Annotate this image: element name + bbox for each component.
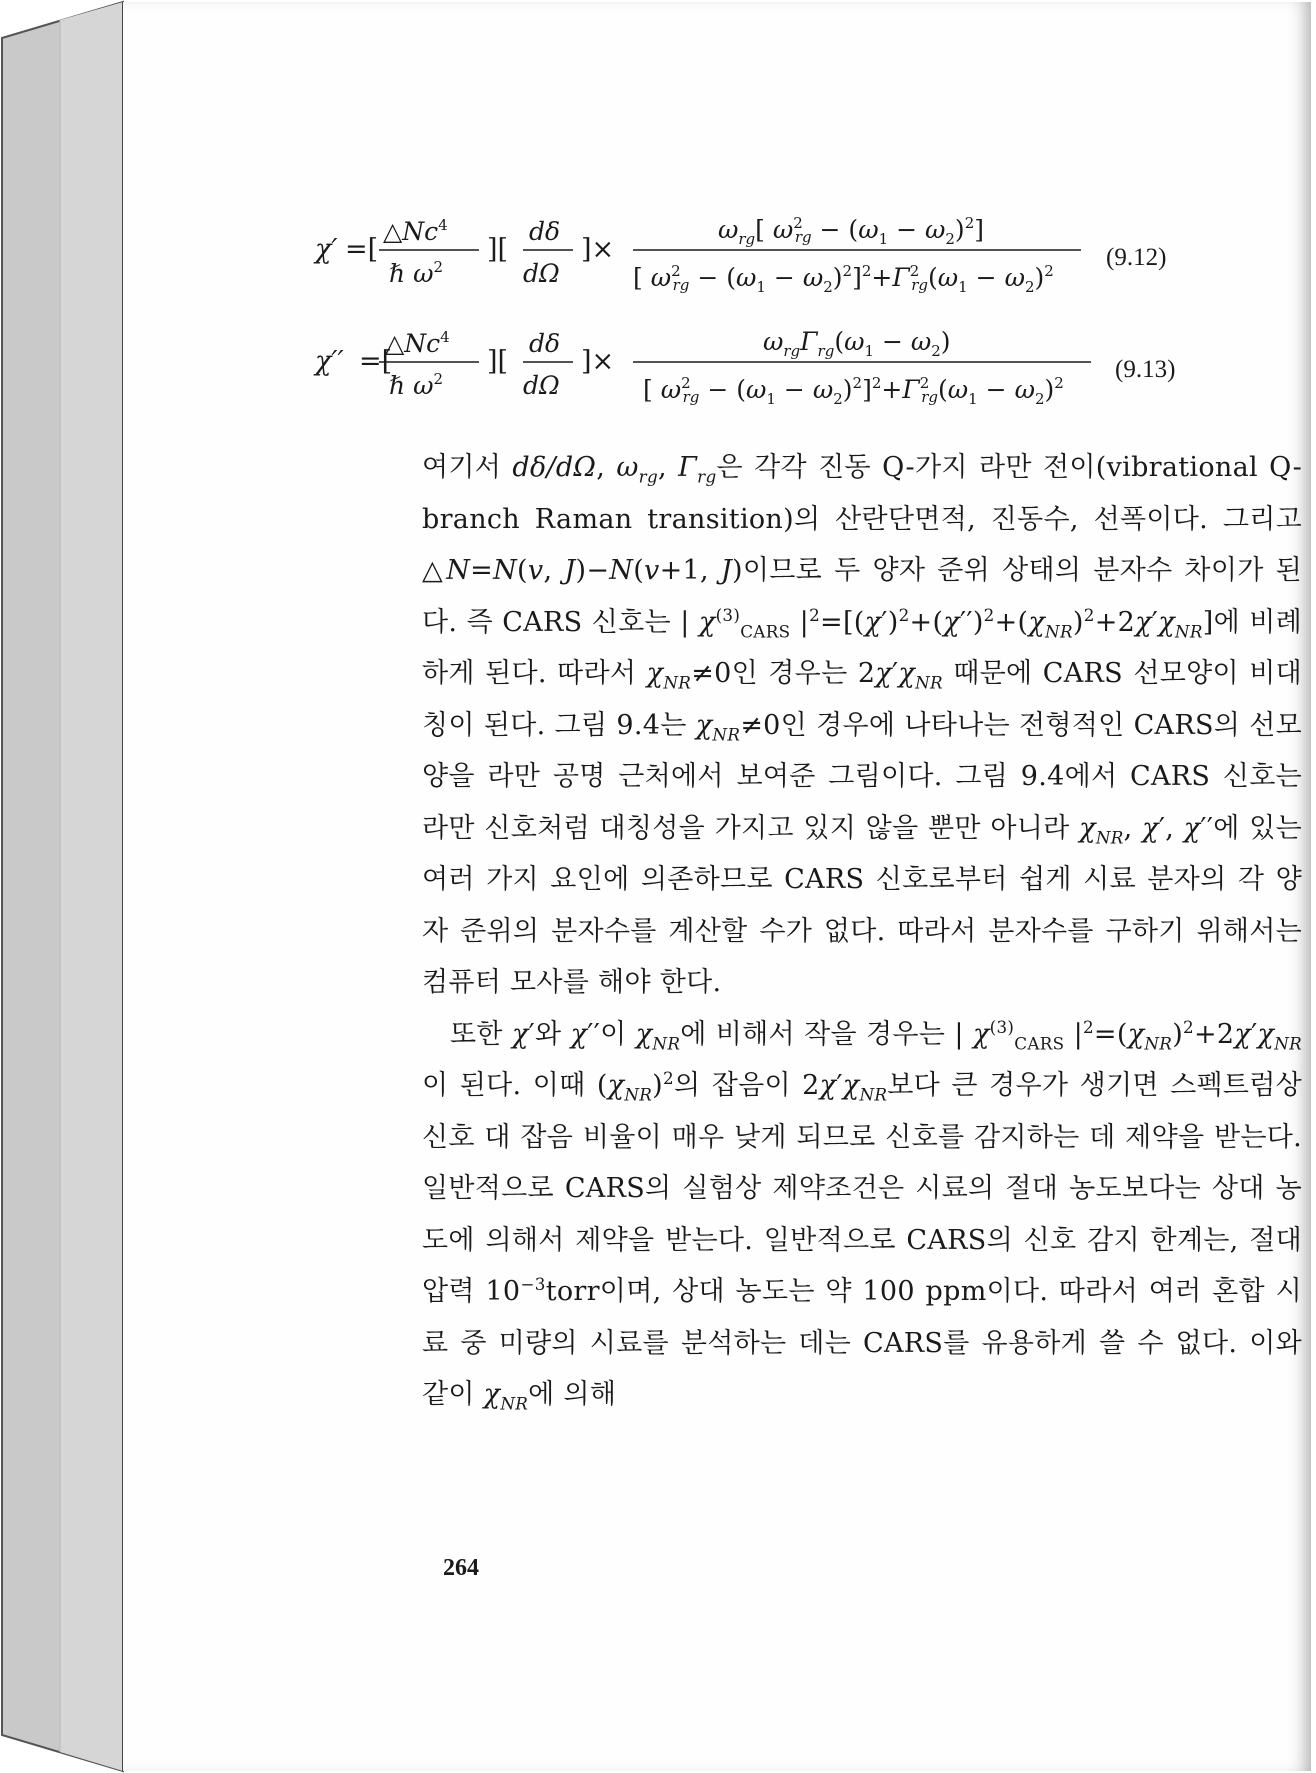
svg-text:dδ: dδ [529,217,561,246]
book-spine [0,0,130,1773]
math-inline: | $\chi^{(3)}_{CARS}$ $|^2=[(\chi')^2+(\chi'')^2+(\chi_{NR})^2+2\chi'\chi_{NR}]$ [680,604,1214,641]
math-inline: $2\chi'\chi_{NR}$ [857,658,943,693]
svg-text:=[: =[ [359,346,393,377]
svg-text:χ′′: χ′′ [315,346,344,377]
svg-text:][: ][ [487,234,509,265]
text-run: 인 경우에 나타나는 전형적인 CARS의 선모양을 라만 공명 근처에서 보여준 그림이다. 그림 9.4에서 CARS 신호는 라만 신호처럼 대칭성을 가지고 있지 않을 뿐만 아니라 [422,709,1302,844]
svg-text:[ ω2rg − (ω1 − ω2)2]2+Γ2rg(ω1: [ $\omega^2$ rg − $(\omega_1 - \omega_2)^2]^2+\Gamma^2$ $rg(\omega_1 - \omega_2)^2$ [633,262,1054,296]
svg-text:[ ω2rg − (ω1 − ω2)2]2+Γ2rg(ω1: [ $\omega^2$ rg − $(\omega_1 - \omega_2)^2]^2+\Gamma^2$ $rg(\omega_1 - \omega_2)^2$ [643,374,1064,408]
text-run: 이므로 두 양자 준위 상태의 분자수 차이가 된다. 즉 CARS 신호는 [422,555,1302,638]
math-inline: $\chi_{NR}\ne 0$ [646,658,732,693]
math-inline: χ [570,1018,588,1050]
text-run: 이 된다. 이때 [422,1070,597,1101]
svg-text:△Nc4: △Nc$^4$ [385,328,450,358]
svg-text:△Nc4: △Nc$^4$ [383,216,448,246]
text-run: 보다 큰 경우가 생기면 스펙트럼상 신호 대 잡음 비율이 매우 낮게 되므로 신호를 감지하는 데 제약을 받는다. 일반적으로 CARS의 실험상 제약조건은 시료의 절대 농도보다는 상대 농도에 의해서 제약을 받는다. 일반적으로 CARS의 신호 감지 한계는, 절대 압력 [422,1070,1302,1307]
equation-number: (9.12) [1106,244,1167,271]
svg-text:χ′: χ′ [315,234,338,265]
svg-text:]×: ]× [581,346,615,377]
math-inline: dδ/dΩ [512,452,597,483]
paragraph-1: 여기서 dδ/dΩ, $\omega_{rg}$, $\Gamma_{rg}$은 각각 진동 Q-가지 라만 전이(vibrational Q-branch Raman transition)의 산란단면적, 진동수, 선폭이다. 그리고 △N=N(v, J)−N(v+1, J)이므로 두 양자 준위 상태의 분자수 차이가 된다. 즉 CARS 신호는 | $\chi^{(3)}_{CARS}$ $|^2=[(\chi')^2+(\chi'')^2+(\chi_{NR})^2+2\chi'\chi_{NR}]$에 비례하게 된다. 따라서 $\chi_{NR}\ne 0$인 경우는 $2\chi'\chi_{NR}$ 때문에 CARS 선모양이 비대칭이 된다. 그림 9.4는 $\chi_{NR}\ne 0$인 경우에 나타나는 전형적인 CARS의 선모양을 라만 공명 근처에서 보여준 그림이다. 그림 9.4에서 CARS 신호는 라만 신호처럼 대칭성을 가지고 있지 않을 뿐만 아니라 $\chi_{NR}$, χ′, χ′′에 있는 여러 가지 요인에 의존하므로 CARS 신호로부터 쉽게 시료 분자의 각 양자 준위의 분자수를 계산할 수가 없다. 따라서 분자수를 구하기 위해서는 컴퓨터 모사를 해야 한다. [422,452,1303,998]
text-run: 또한 [450,1018,512,1050]
text-run: torr이며, 상대 농도는 약 100 ppm이다. 따라서 여러 혼합 시료 중 미량의 시료를 분석하는 데는 CARS를 유용하게 쓸 수 없다. 이와 같이 [422,1276,1302,1410]
math-inline: $\Gamma_{rg}$ [678,452,717,487]
text-run: 여기서 [422,452,513,483]
text-run: 에 비해서 작을 경우는 [680,1018,955,1050]
svg-text:][: ][ [487,346,509,377]
text-run: 인 경우는 [731,658,858,689]
text-run: 의 잡음이 [673,1070,803,1101]
paragraph-2: 또한 χ′와 χ′′이 $\chi_{NR}$에 비해서 작을 경우는 | $\chi^{(3)}_{CARS}$ $|^2=(\chi_{NR})^2+2\chi'\chi_{NR}$이 된다. 이때 $(\chi_{NR})^2$의 잡음이 $2\chi'\chi_{NR}$보다 큰 경우가 생기면 스펙트럼상 신호 대 잡음 비율이 매우 낮게 되므로 신호를 감지하는 데 제약을 받는다. 일반적으로 CARS의 실험상 제약조건은 시료의 절대 농도보다는 상대 농도에 의해서 제약을 받는다. 일반적으로 CARS의 신호 감지 한계는, 절대 압력 $10^{-3}torr$이며, 상대 농도는 약 100 ppm이다. 따라서 여러 혼합 시료 중 미량의 시료를 분석하는 데는 CARS를 유용하게 쓸 수 없다. 이와 같이 $\chi_{NR}$에 의해 [422,1016,1303,1414]
svg-text:dδ: dδ [529,329,561,358]
svg-text:dΩ: dΩ [523,371,560,400]
math-inline: χ [511,1018,529,1050]
svg-text:ℏ ω2: ℏ $\omega^2$ [389,258,443,288]
svg-text:=[: =[ [345,234,379,265]
math-inline: $\chi_{NR}$, χ′, χ′′ [1079,812,1214,847]
math-inline: $(\chi_{NR})^2$ [596,1068,674,1105]
text-run: 은 각각 진동 Q-가지 라만 전이(vibrational Q-branch Raman transition)의 산란단면적, 진동수, 선폭이다. 그리고 [422,452,1303,535]
text-run: 이 [600,1018,636,1050]
svg-text:ωrgΓrg(ω1 − ω2): $\omega_{rg}\Gamma_{rg}(\omega_1 - \omega_2)$ [763,327,951,360]
text-run: 때문에 CARS 선모양이 비대칭이 된다. 그림 9.4는 [422,658,1302,741]
svg-text:]×: ]× [581,234,615,265]
math-inline: | $\chi^{(3)}_{CARS}$ $|^2=(\chi_{NR})^2+2\chi'\chi_{NR}$ [954,1016,1303,1053]
svg-text:ωrg[ ω2rg − (ω1 − ω2)2]: $\omega_{rg}$[ $\omega^2$ rg − $(\omega_1 - \omega_2)^2$] [718,214,984,248]
text-run: 에 비례하게 된다. 따라서 [422,606,1303,689]
svg-text:dΩ: dΩ [523,259,560,288]
math-inline: $\chi_{NR}\ne 0$ [695,709,781,744]
svg-text:ℏ ω2: ℏ $\omega^2$ [389,370,443,400]
math-inline: $\omega_{rg}$ [616,452,658,487]
body-text [422,442,1302,1421]
equation-number: (9.13) [1115,356,1176,383]
equation-9-13 [123,314,1311,424]
book-page [123,2,1311,1771]
text-run: 에 있는 여러 가지 요인에 의존하므로 CARS 신호로부터 쉽게 시료 분자의 각 양자 준위의 분자수를 계산할 수가 없다. 따라서 분자수를 구하기 위해서는 컴퓨터 모사를 해야 한다. [422,812,1303,998]
math-inline: $\chi_{NR}$ [483,1379,529,1414]
math-inline: $10^{-3}$ [485,1274,546,1307]
math-inline: $\chi_{NR}$ [635,1018,681,1053]
text-run: 에 의해 [528,1379,617,1410]
page-number: 264 [443,1555,479,1581]
math-inline: $2\chi'\chi_{NR}$ [802,1070,888,1105]
equation-9-12 [123,202,1311,312]
text-run: 와 [535,1018,571,1050]
math-inline: △N=N(v, J)−N(v+1, J) [422,555,743,586]
